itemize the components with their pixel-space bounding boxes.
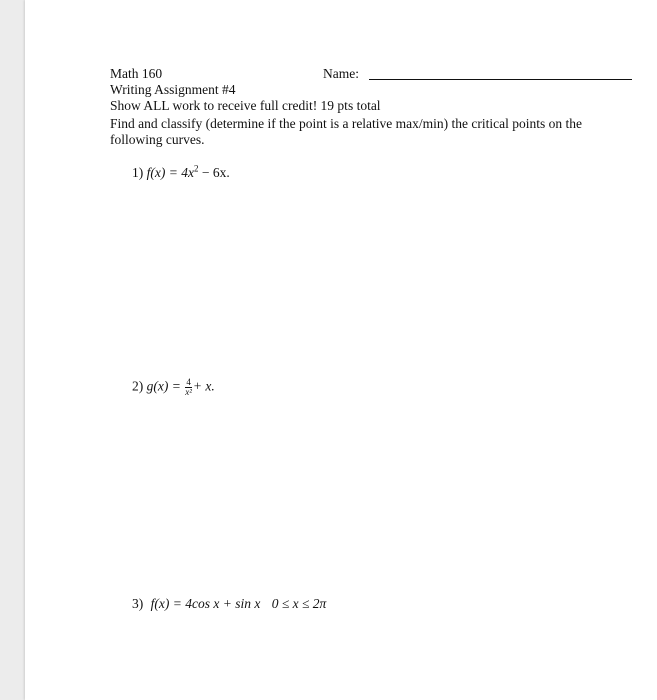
problem-3-number: 3) xyxy=(132,596,144,611)
problem-2-denominator: x² xyxy=(185,387,192,397)
problem-1-lhs: f(x) = 4x xyxy=(146,165,194,180)
problem-1 xyxy=(132,165,230,181)
problem-2-number: 2) xyxy=(132,378,144,394)
instructions-line-3: following curves. xyxy=(110,132,205,147)
problem-1-rhs: − 6x. xyxy=(198,165,230,180)
name-blank-line xyxy=(369,79,632,80)
problem-2 xyxy=(132,378,215,397)
instructions-line-1: Show ALL work to receive full credit! 19 pts total xyxy=(110,98,381,113)
problem-2-numerator: 4 xyxy=(186,377,191,387)
instructions-line-2: Find and classify (determine if the point is a relative max/min) the critical points on the xyxy=(110,116,582,131)
problem-2-lhs: g(x) = xyxy=(146,378,185,394)
problem-3 xyxy=(132,596,326,612)
problem-3-expression: f(x) = 4cos x + sin x xyxy=(150,596,261,611)
name-label: Name: xyxy=(323,66,359,81)
problem-3-domain: 0 ≤ x ≤ 2π xyxy=(271,596,327,611)
course-label: Math 160 xyxy=(110,66,163,81)
problem-1-exponent: 2 xyxy=(193,163,199,174)
assignment-title: Writing Assignment #4 xyxy=(110,82,236,97)
problem-2-rhs: + x. xyxy=(192,378,215,394)
problem-1-number: 1) xyxy=(132,165,144,180)
problem-2-fraction xyxy=(185,378,192,397)
